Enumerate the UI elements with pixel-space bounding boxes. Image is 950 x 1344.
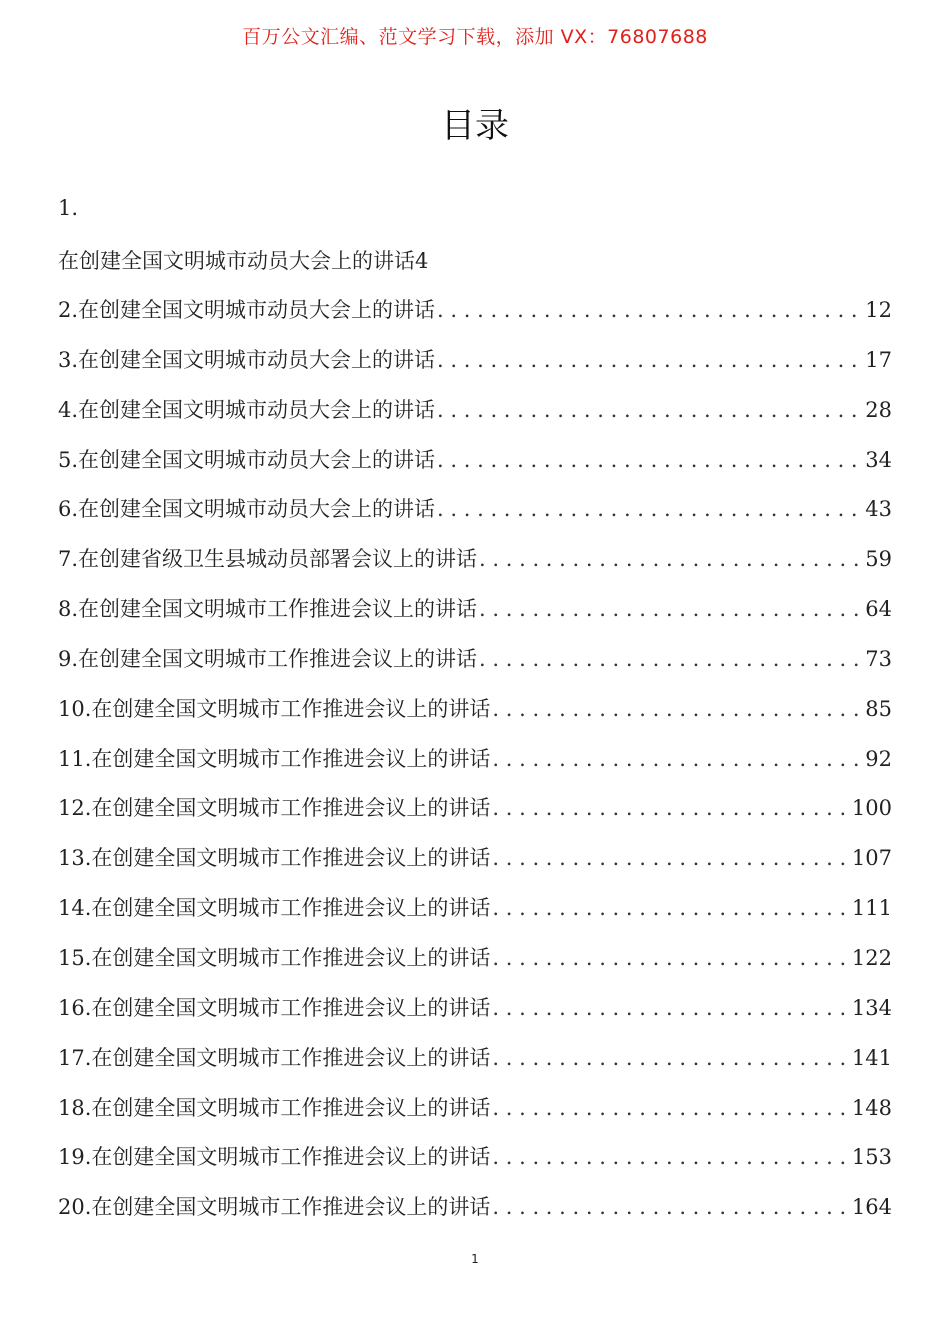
toc-entry-title: 12.在创建全国文明城市工作推进会议上的讲话 [58,796,491,821]
toc-entry-page: 100 [851,796,892,821]
toc-entry-title: 13.在创建全国文明城市工作推进会议上的讲话 [58,846,491,871]
toc-entry[interactable] [58,394,892,444]
toc-entry-title: 20.在创建全国文明城市工作推进会议上的讲话 [58,1195,491,1220]
toc-entry-page: 122 [851,945,892,970]
toc-entry[interactable] [58,792,892,842]
toc-entry[interactable] [58,892,892,942]
toc-entry-page: 43 [865,497,892,522]
toc-entry-page: 12 [865,298,892,322]
toc-entry-title: 15.在创建全国文明城市工作推进会议上的讲话 [58,945,491,970]
header-watermark-note: 百万公文汇编、范文学习下载，添加 VX：76807688 [242,26,708,48]
toc-entry-page: 107 [851,846,892,871]
toc-entry-title: 4.在创建全国文明城市动员大会上的讲话 [58,397,436,422]
dot-leader [492,1046,850,1070]
toc-entry-1-number: 1. [58,196,79,220]
toc-entry-title: 2.在创建全国文明城市动员大会上的讲话 [58,298,436,322]
toc-entry-title: 16.在创建全国文明城市工作推进会议上的讲话 [58,995,491,1020]
dot-leader [492,996,850,1020]
toc-entry[interactable] [58,992,892,1042]
dot-leader [479,547,863,571]
toc-entry-page: 92 [865,746,892,771]
toc-entry-page: 141 [851,1045,892,1070]
toc-entry-title: 19.在创建全国文明城市工作推进会议上的讲话 [58,1145,491,1170]
toc-entry[interactable] [58,1092,892,1142]
toc-entry[interactable] [58,1042,892,1092]
toc-entry[interactable] [58,693,892,743]
toc-entry-title: 6.在创建全国文明城市动员大会上的讲话 [58,497,436,522]
toc-entry-page: 134 [851,995,892,1020]
dot-leader [479,597,863,621]
toc-entry-page: 64 [865,597,892,622]
toc-entry[interactable] [58,593,892,643]
toc-entry[interactable] [58,344,892,394]
toc-entry[interactable] [58,643,892,693]
toc-entry-page: 153 [851,1145,892,1170]
toc-entry[interactable] [58,444,892,494]
toc-entry-page: 28 [865,397,892,422]
toc-entry[interactable] [58,743,892,793]
dot-leader [492,946,850,970]
dot-leader [437,298,863,322]
toc-entry-page: 73 [865,646,892,671]
toc-entry-title: 5.在创建全国文明城市动员大会上的讲话 [58,447,436,472]
toc-entry-title: 9.在创建全国文明城市工作推进会议上的讲话 [58,646,478,671]
dot-leader [437,398,863,422]
toc-entry-page: 111 [851,896,892,921]
dot-leader [492,747,863,771]
toc-entry-title: 8.在创建全国文明城市工作推进会议上的讲话 [58,597,478,622]
dot-leader [479,647,863,671]
dot-leader [492,697,863,721]
toc-entry-title: 11.在创建全国文明城市工作推进会议上的讲话 [58,746,491,771]
dot-leader [492,1096,850,1120]
toc-entry-title: 10.在创建全国文明城市工作推进会议上的讲话 [58,696,491,721]
toc-entry-page: 85 [865,696,892,721]
toc-list [58,294,892,1241]
page-number: 1 [471,1252,479,1266]
toc-entry-title: 18.在创建全国文明城市工作推进会议上的讲话 [58,1095,491,1120]
toc-entry-page: 59 [865,547,892,572]
dot-leader [437,448,863,472]
toc-entry[interactable] [58,1191,892,1241]
toc-entry-title: 3.在创建全国文明城市动员大会上的讲话 [58,347,436,372]
toc-entry-page: 34 [865,447,892,472]
dot-leader [492,796,850,820]
dot-leader [492,1195,850,1219]
toc-entry-title: 14.在创建全国文明城市工作推进会议上的讲话 [58,896,491,921]
toc-entry-title: 7.在创建省级卫生县城动员部署会议上的讲话 [58,547,478,572]
toc-entry[interactable] [58,942,892,992]
dot-leader [437,348,863,372]
toc-title: 目录 [441,106,509,146]
toc-entry-title: 17.在创建全国文明城市工作推进会议上的讲话 [58,1045,491,1070]
toc-entry[interactable] [58,543,892,593]
dot-leader [492,1145,850,1169]
toc-entry[interactable] [58,294,892,344]
toc-entry-page: 148 [851,1095,892,1120]
toc-entry-page: 17 [865,347,892,372]
dot-leader [492,896,850,920]
toc-entry-1-title: 在创建全国文明城市动员大会上的讲话4 [58,249,429,273]
dot-leader [437,497,863,521]
toc-entry[interactable] [58,493,892,543]
toc-entry[interactable] [58,842,892,892]
toc-entry-page: 164 [851,1195,892,1220]
toc-entry[interactable] [58,1141,892,1191]
dot-leader [492,846,850,870]
